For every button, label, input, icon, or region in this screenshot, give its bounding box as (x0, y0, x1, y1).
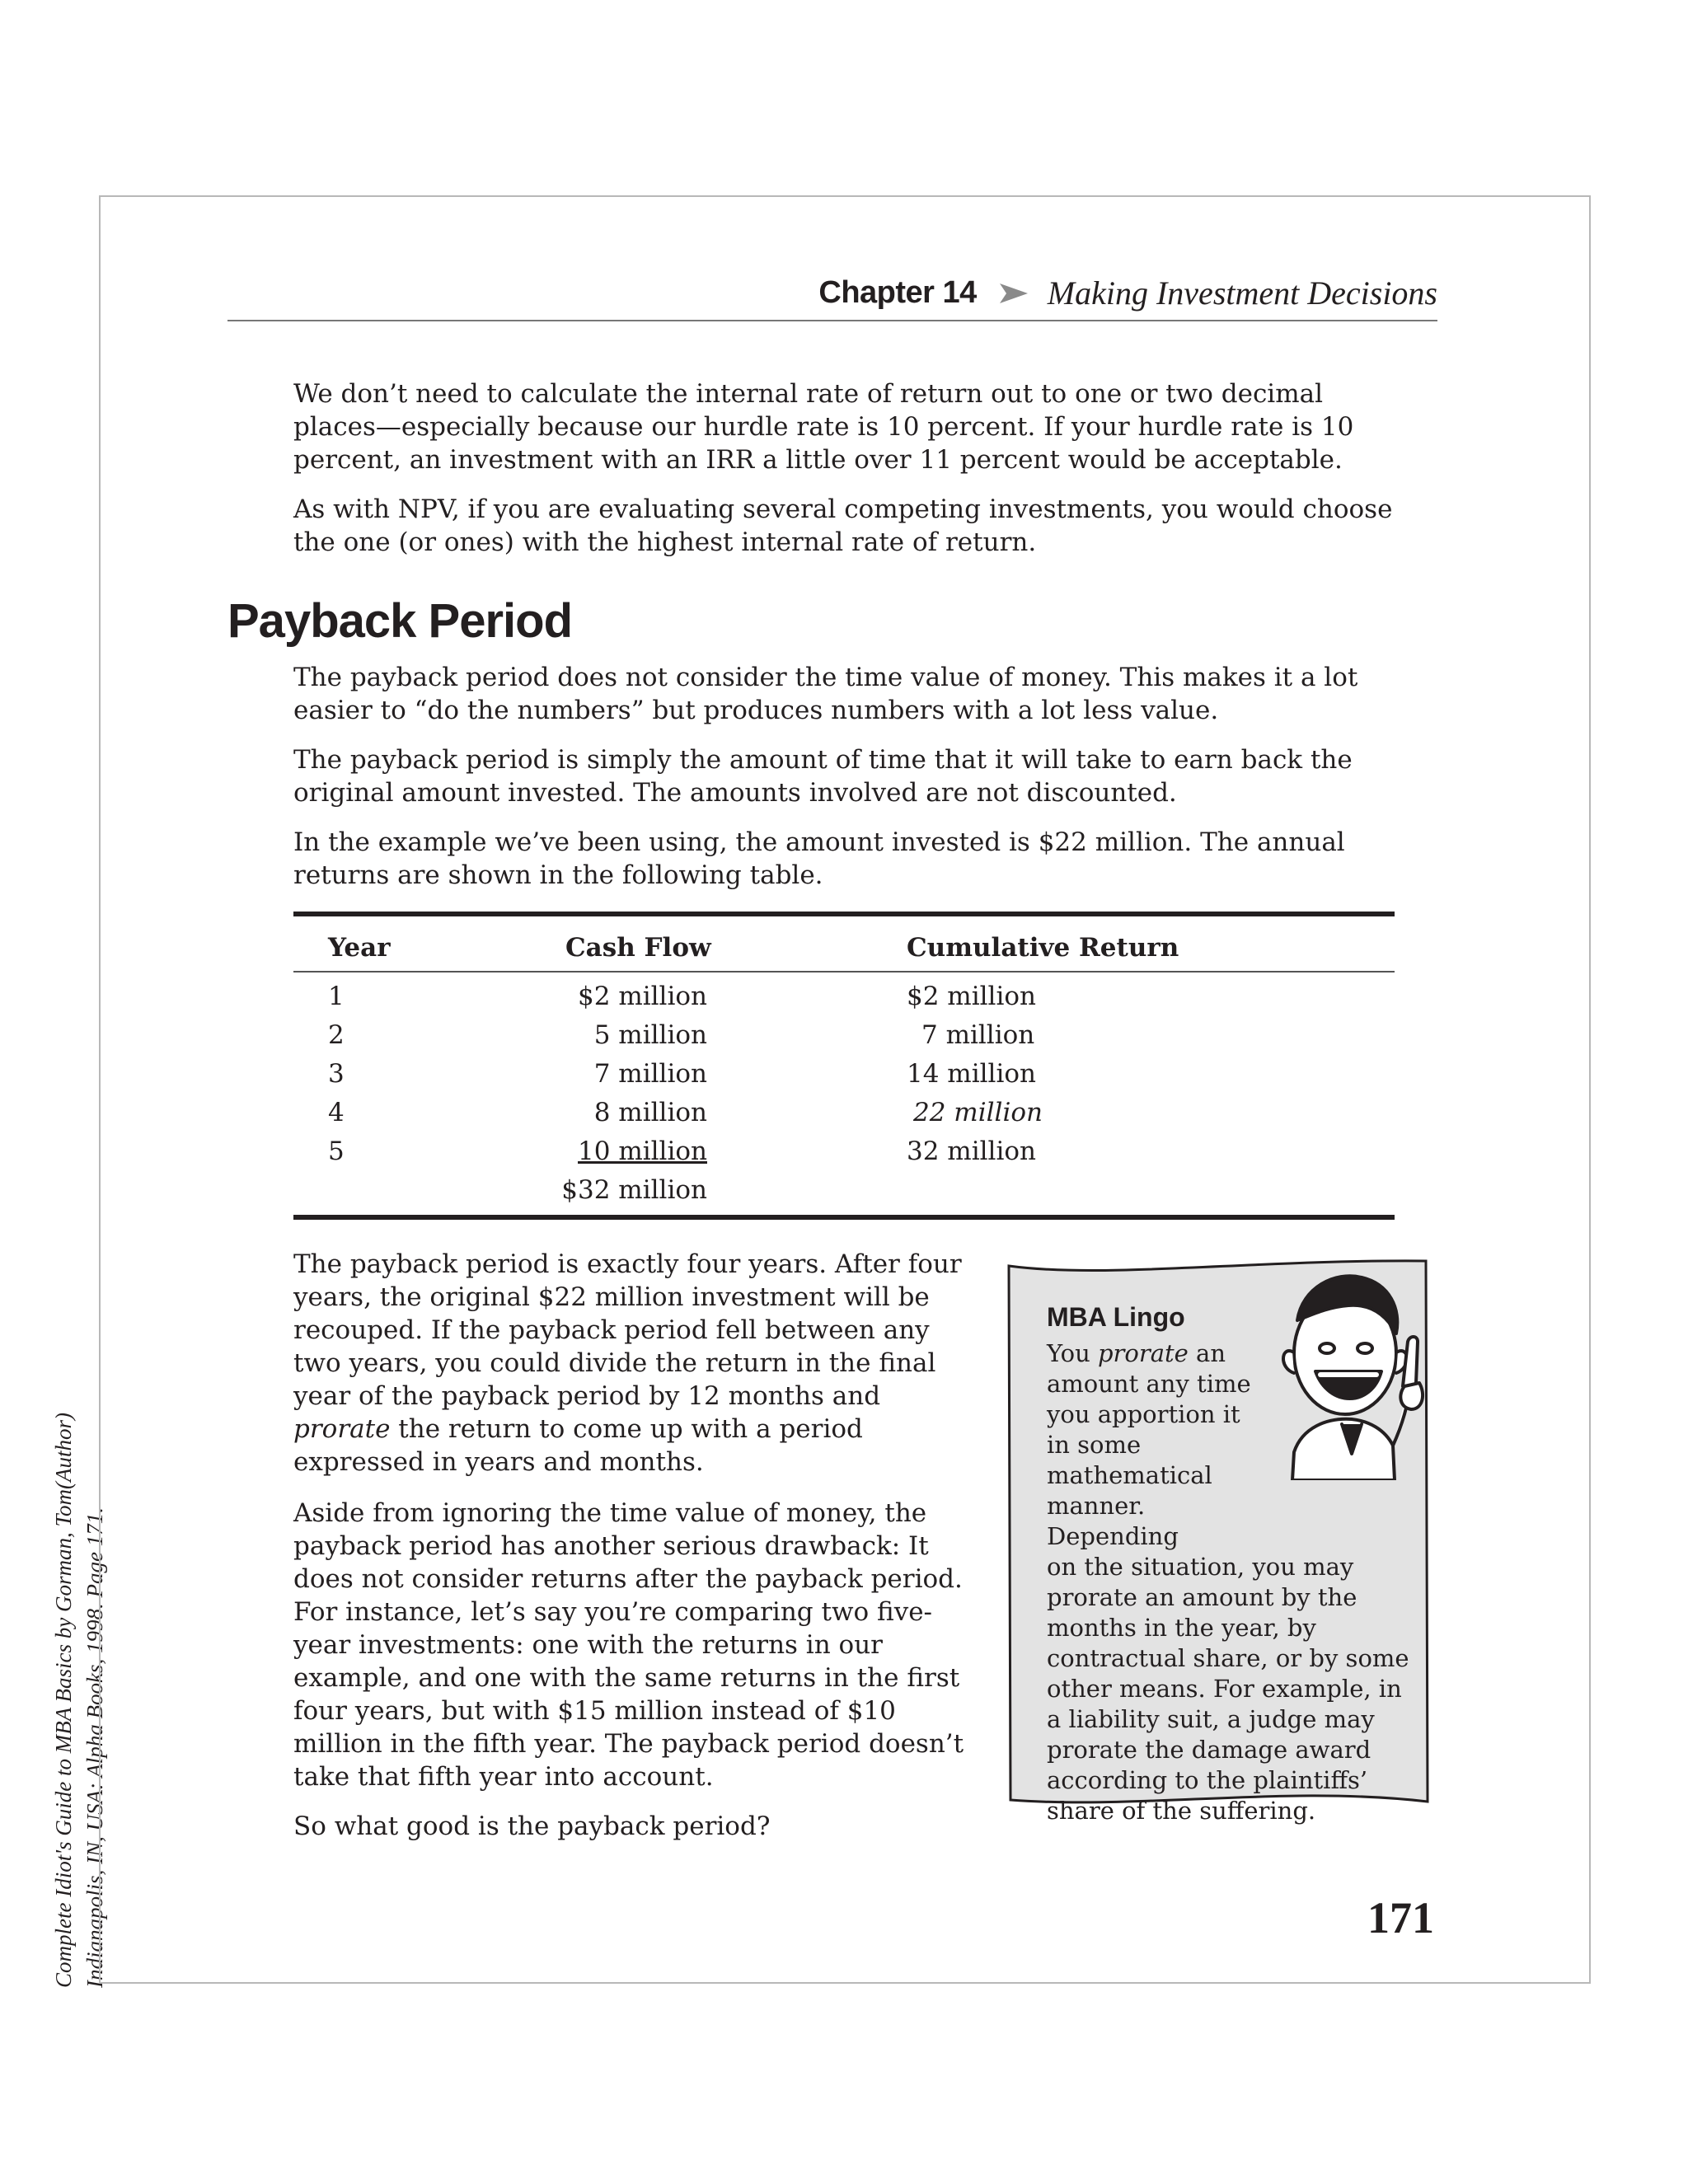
sidebar-title: MBA Lingo (1047, 1302, 1185, 1332)
cell-total: $32 million (561, 1175, 707, 1205)
cell-cash-flow: 10 million (578, 1137, 707, 1166)
cell-cumulative: $2 million (907, 982, 1036, 1011)
body-paragraph-3: So what good is the payback period? (293, 1811, 771, 1841)
intro-paragraph-1: We don’t need to calculate the internal rate of return out to one or two decimal places—especially because our hurdle rate is 10 percent. If your hurdle rate is 10 percent, an investment with an IRR a little over 11 percent would be acceptable. (293, 379, 1354, 475)
cell-cash-flow: 8 million (593, 1098, 707, 1127)
body-paragraph-2: Aside from ignoring the time value of money, the payback period has another serious drawback: It does not consider returns after the payback period. For instance, let’s say you’re comparing two five-year investments: one with the returns in our example, and one with the same returns in the first four years, but with $15 million instead of $10 million in the fifth year. The payback period doesn’t take that fifth year into account. (293, 1498, 964, 1792)
citation-line-2: Indianapolis, IN, USA: Alpha Books, 1998. Page 171. (82, 1507, 107, 1988)
table-row (293, 1016, 1395, 1055)
body-p1-text-b: the return to come up with a period expressed in years and months. (293, 1414, 863, 1477)
body-p1-text-a: The payback period is exactly four years. After four years, the original $22 million investment will be recouped. If the payback period fell between any two years, you could divide the return in the final year of the payback period by 12 months and (293, 1249, 962, 1411)
sidebar-lead (1047, 1338, 1269, 1552)
cell-cash-flow: 5 million (593, 1020, 707, 1050)
cell-year: 5 (328, 1137, 345, 1166)
cell-year: 3 (328, 1059, 345, 1089)
table-header-row (293, 916, 1395, 972)
chapter-title: Making Investment Decisions (1047, 274, 1437, 312)
arrow-right-icon (1000, 275, 1028, 311)
cell-cumulative-highlight: 22 million (913, 1098, 1043, 1127)
sidebar-rest: on the situation, you may prorate an amount by the months in the year, by contractual share, or by some other means. For example, in a liability suit, a judge may prorate the damage award according to the plaintiffs’ share of the suffering. (1047, 1553, 1409, 1825)
header-cash-flow: Cash Flow (565, 933, 711, 963)
page-number: 171 (1367, 1893, 1434, 1943)
cell-year: 2 (328, 1020, 345, 1050)
section-paragraph-1: The payback period does not consider the time value of money. This makes it a lot easier to “do the numbers” but produces numbers with a lot less value. (293, 663, 1358, 725)
table-row (293, 1132, 1395, 1171)
mascot-pointing-icon (1269, 1263, 1431, 1480)
mba-lingo-sidebar (1007, 1258, 1429, 1825)
table-row (293, 1094, 1395, 1132)
sidebar-lead-a: You (1047, 1339, 1098, 1367)
header-year: Year (328, 933, 391, 963)
cell-cash-flow: $2 million (578, 982, 707, 1011)
body-p1-emphasis: prorate (293, 1414, 391, 1444)
running-header (227, 265, 1437, 321)
cell-cash-flow: 7 million (593, 1059, 707, 1089)
section-heading: Payback Period (227, 594, 572, 648)
header-cumulative-return: Cumulative Return (907, 933, 1179, 963)
cell-cumulative: 7 million (921, 1020, 1035, 1050)
sidebar-lead-b: an amount any time you apportion it in some mathematical manner. Depending (1047, 1339, 1251, 1550)
section-paragraph-2: The payback period is simply the amount of time that it will take to earn back the original amount invested. The amounts involved are not discounted. (293, 745, 1353, 808)
intro-paragraph-2: As with NPV, if you are evaluating several competing investments, you would choose the one (or ones) with the highest internal rate of return. (293, 494, 1393, 557)
cell-cumulative: 14 million (907, 1059, 1036, 1089)
cell-year: 4 (328, 1098, 345, 1127)
chapter-label: Chapter 14 (818, 274, 977, 310)
citation-line-1: Complete Idiot's Guide to MBA Basics by Gorman, Tom(Author) (51, 1413, 76, 1988)
table-row (293, 977, 1395, 1016)
section-paragraph-3: In the example we’ve been using, the amount invested is $22 million. The annual returns are shown in the following table. (293, 827, 1345, 890)
cash-flow-table (293, 912, 1395, 1220)
cell-year: 1 (328, 982, 345, 1011)
cell-cumulative: 32 million (907, 1137, 1036, 1166)
table-total-row (293, 1171, 1395, 1210)
table-row (293, 1055, 1395, 1094)
body-paragraph-1 (293, 1248, 978, 1479)
sidebar-emphasis: prorate (1097, 1339, 1189, 1367)
